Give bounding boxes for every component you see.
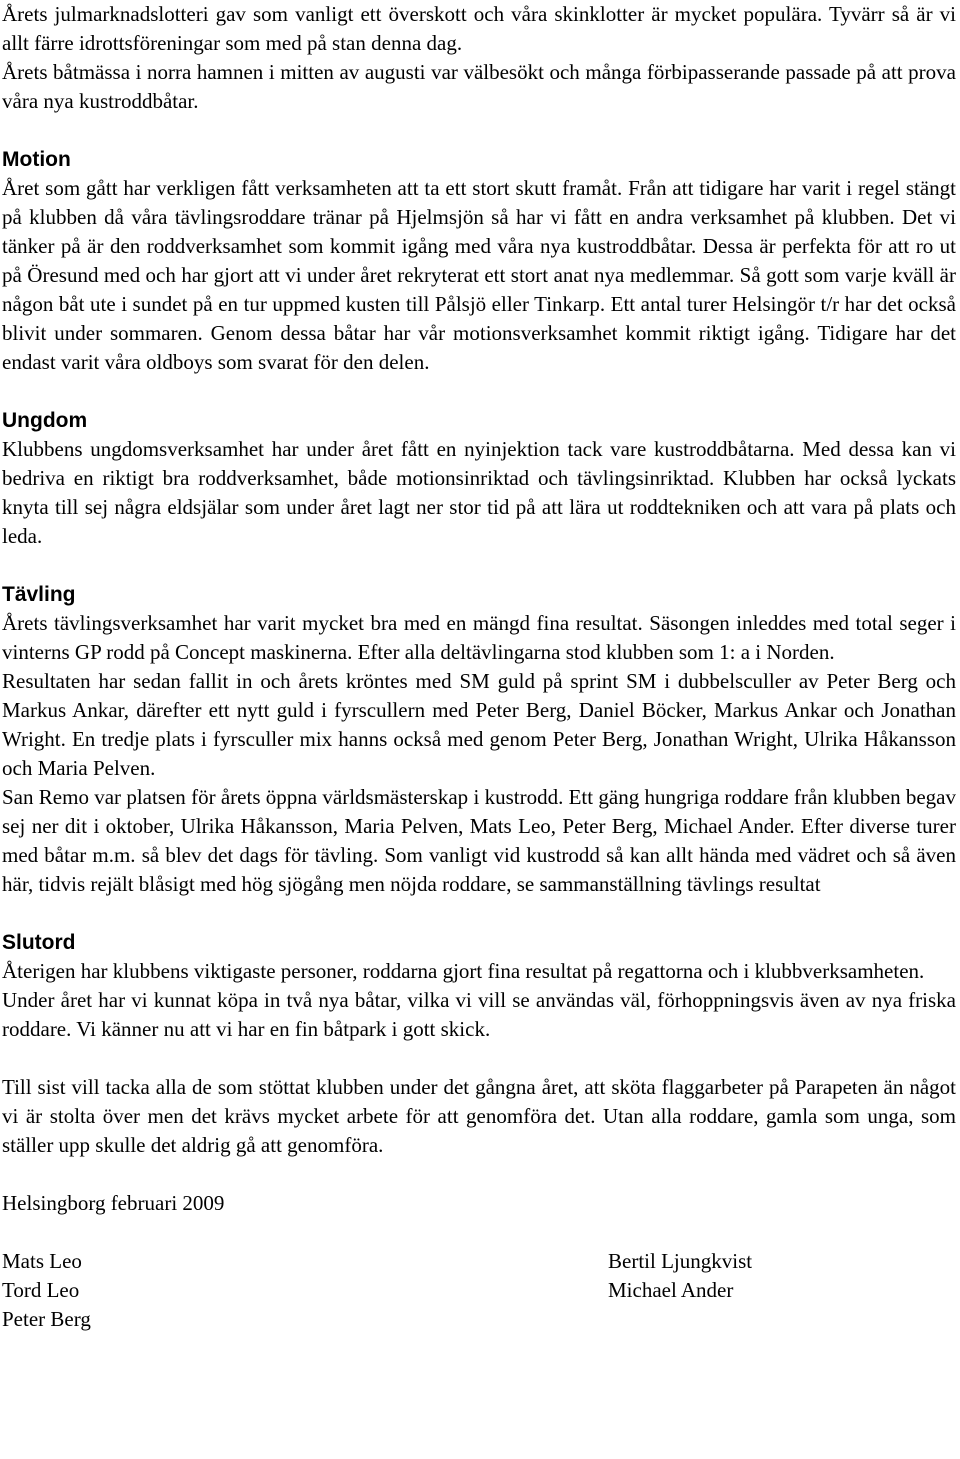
- document-page: [2, 0, 956, 1334]
- spacer: [2, 899, 956, 928]
- tavling-heading: Tävling: [2, 583, 76, 606]
- signature-name: Bertil Ljungkvist: [608, 1249, 753, 1273]
- intro-paragraph-lottery: Årets julmarknadslotteri gav som vanligt ett överskott och våra skinklotter är mycket populära. Tyvärr så är vi allt färre idrottsföreningar som med på stan denna dag.: [2, 2, 956, 55]
- motion-section: [2, 145, 956, 377]
- signature-name: Mats Leo: [2, 1249, 82, 1273]
- signature-column-right: [608, 1247, 752, 1305]
- spacer: [2, 377, 956, 406]
- place-date: Helsingborg februari 2009: [2, 1191, 225, 1215]
- signature-column-left: [2, 1247, 91, 1334]
- spacer: [2, 551, 956, 580]
- tavling-paragraph-san-remo: San Remo var platsen för årets öppna världsmästerskap i kustrodd. Ett gäng hungriga roddare från klubben begav sej ner dit i oktober, Ulrika Håkansson, Maria Pelven, Mats Leo, Peter Berg, Michael Ander. Efter diverse turer med båtar m.m. så blev det dags för tävling. Som vanligt vid kustrodd så kan allt hända med vädret och så även här, tidvis rejält blåsigt med hög sjögång men nöjda roddare, se sammanställning tävlings resultat: [2, 785, 956, 896]
- signature-name: Peter Berg: [2, 1307, 91, 1331]
- spacer: [2, 1160, 956, 1189]
- slutord-paragraph-thanks: Till sist vill tacka alla de som stöttat klubben under det gångna året, att sköta flaggarbeter på Parapeten än något vi är stolta över men det krävs mycket arbete för att genomföra det. Utan alla roddare, gamla som unga, som ställer upp skulle det aldrig gå att genomföra.: [2, 1075, 956, 1157]
- ungdom-heading: Ungdom: [2, 409, 88, 432]
- spacer: [2, 1044, 956, 1073]
- spacer: [2, 1218, 956, 1247]
- ungdom-section: [2, 406, 956, 551]
- tavling-paragraph-season: Årets tävlingsverksamhet har varit mycket bra med en mängd fina resultat. Säsongen inleddes med total seger i vinterns GP rodd på Concept maskinerna. Efter alla deltävlingarna stod klubben som 1: a i Norden.: [2, 611, 956, 664]
- signature-name: Tord Leo: [2, 1278, 80, 1302]
- motion-paragraph: Året som gått har verkligen fått verksamheten att ta ett stort skutt framåt. Från att tidigare har varit i regel stängt på klubben då våra tävlingsroddare tränar på Hjelmsjön så har vi fått en andra verksamhet på klubben. Det vi tänker på är den roddverksamhet som kommit igång med våra nya kustroddbåtar. Dessa är perfekta för att ro ut på Öresund med och har gjort att vi under året rekryterat ett stort anat nya medlemmar. Så gott som varje kväll är någon båt ute i sundet på en tur uppmed kusten till Pålsjö eller Tinkarp. Ett antal turer Helsingör t/r har det också blivit under sommaren. Genom dessa båtar har vår motionsverksamhet kommit riktigt igång. Tidigare har det endast varit våra oldboys som svarat för den delen.: [2, 176, 956, 374]
- slutord-heading: Slutord: [2, 931, 76, 954]
- signature-name: Michael Ander: [608, 1278, 734, 1302]
- intro-paragraph-boat-fair: Årets båtmässa i norra hamnen i mitten av augusti var välbesökt och många förbipasserande passade på att prova våra nya kustroddbåtar.: [2, 60, 956, 113]
- slutord-paragraph-people: Återigen har klubbens viktigaste personer, roddarna gjort fina resultat på regattorna och i klubbverksamheten.: [2, 959, 925, 983]
- slutord-paragraph-boats: Under året har vi kunnat köpa in två nya båtar, vilka vi vill se användas väl, förhoppningsvis även av nya friska roddare. Vi känner nu att vi har en fin båtpark i gott skick.: [2, 988, 956, 1041]
- slutord-section: [2, 928, 956, 1160]
- signature-block: [2, 1247, 956, 1334]
- spacer: [2, 116, 956, 145]
- intro-section: [2, 0, 956, 116]
- ungdom-paragraph: Klubbens ungdomsverksamhet har under året fått en nyinjektion tack vare kustroddbåtarna. Med dessa kan vi bedriva en riktigt bra roddverksamhet, både motionsinriktad och tävlingsinriktad. Klubben har också lyckats knyta till sej några eldsjälar som under året lagt ner stor tid på att lära ut roddtekniken och att vara på plats och leda.: [2, 437, 956, 548]
- tavling-paragraph-sm-results: Resultaten har sedan fallit in och årets kröntes med SM guld på sprint SM i dubbelsculler av Peter Berg och Markus Ankar, därefter ett nytt guld i fyrscullern med Peter Berg, Daniel Böcker, Markus Ankar och Jonathan Wright. En tredje plats i fyrsculler mix hanns också med genom Peter Berg, Jonathan Wright, Ulrika Håkansson och Maria Pelven.: [2, 669, 956, 780]
- motion-heading: Motion: [2, 148, 71, 171]
- tavling-section: [2, 580, 956, 899]
